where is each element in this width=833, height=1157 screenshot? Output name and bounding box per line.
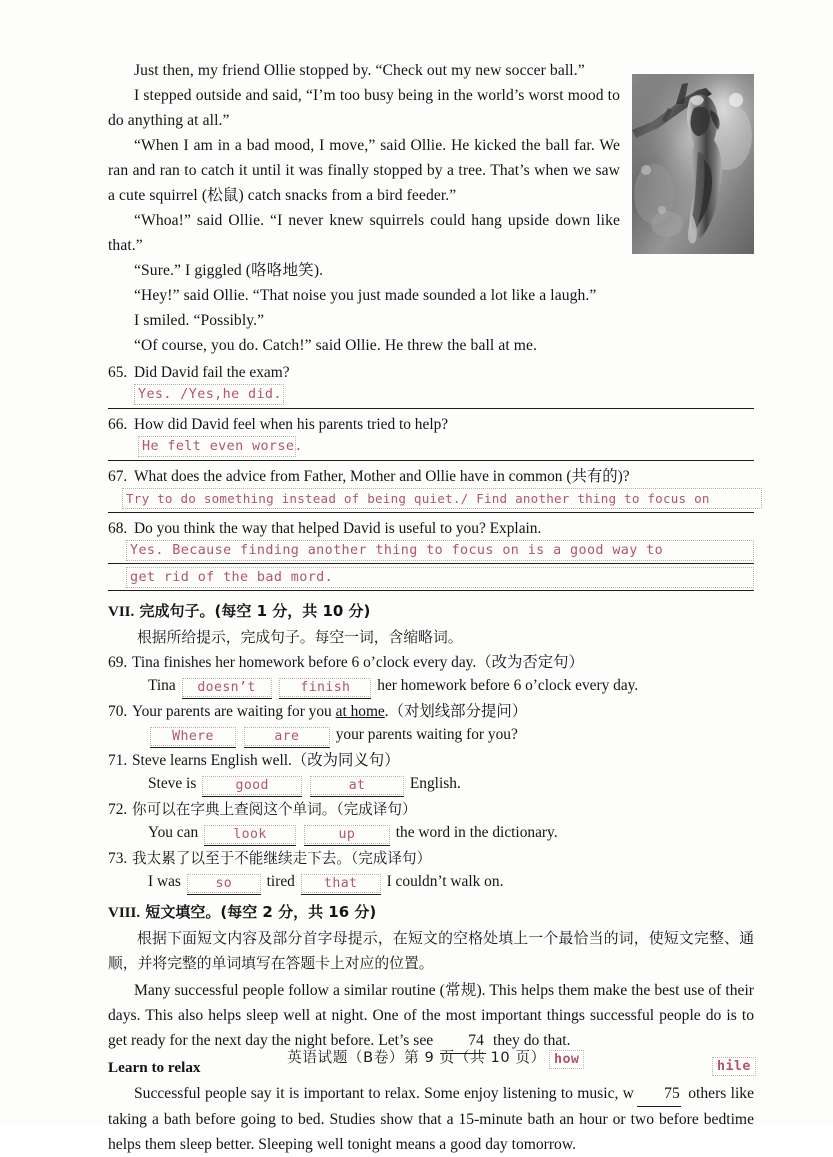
section-vii-instruction: 根据所给提示，完成句子。每空一词，含缩略词。 [137,629,463,646]
answer-row-66[interactable] [108,436,754,462]
answer-text: get rid of the bad mord. [130,570,334,585]
blank-input[interactable] [202,772,302,797]
answer-rule [108,408,754,409]
blank-input[interactable] [310,772,404,797]
passage-paragraph: I stepped outside and said, “I’m too busy being in the world’s worst mood to do anything at all.” [108,87,620,129]
blank-answer: look [233,826,267,842]
question-72-answer-line [108,821,754,846]
cloze-blank-74[interactable]: 74 [440,1028,486,1054]
cloze-paragraph-2 [108,1081,754,1157]
answer-rule [108,512,754,513]
blank-input[interactable] [304,821,390,846]
question-71-prompt [108,750,754,772]
answer-row-68b[interactable] [108,565,754,591]
section-title: 短文填空。(每空 2 分，共 16 分) [145,903,377,921]
question-text: How did David feel when his parents tried to help? [134,416,449,433]
section-viii-instruction: 根据下面短文内容及部分首字母提示，在短文的空格处填上一个最恰当的词，使短文完整、通顺，并将完整的单词填写在答题卡上对应的位置。 [108,930,754,972]
answer-74: how [549,1050,584,1069]
question-72-prompt [108,799,754,821]
blank-input[interactable] [279,674,371,699]
answer-row-67[interactable] [108,488,754,514]
question-number: 73. [108,850,128,867]
answer-text: He felt even worse. [142,439,303,454]
answer-field[interactable] [126,540,754,561]
blank-input[interactable] [204,821,296,846]
question-73-answer-line [108,870,754,895]
question-text: Did David fail the exam? [134,364,290,381]
passage-paragraph: “When I am in a bad mood, I move,” said Ollie. He kicked the ball far. We ran and ran to catch it until it was finally stopped by a tree. That’s when we saw a cute squirrel (松鼠) catch snacks from a bird feeder.” [108,137,620,204]
blank-answer: good [235,777,269,793]
question-73-prompt [108,848,754,870]
answer-rule [108,590,754,591]
sentence-after: I couldn’t walk on. [386,873,504,890]
question-text: What does the advice from Father, Mother and Ollie have in common (共有的)? [134,468,630,485]
sentence-middle: tired [266,873,295,890]
answer-row-68a[interactable] [108,540,754,565]
sentence-before: Tina [148,677,176,694]
sentence-before: You can [148,824,199,841]
question-70-answer-line [108,723,754,748]
passage-paragraph: “Sure.” I giggled (咯咯地笑). [134,262,324,279]
passage-paragraph: “Whoa!” said Ollie. “I never knew squirrels could hang upside down like that.” [108,212,620,254]
passage-paragraph: “Hey!” said Ollie. “That noise you just made sounded a lot like a laugh.” [134,287,597,304]
underlined-phrase: at home [335,703,385,720]
answer-field[interactable] [138,436,303,457]
question-67 [108,466,754,488]
question-number: 68. [108,520,128,537]
blank-answer: are [274,728,300,744]
section-viii-heading [108,899,754,926]
blank-input[interactable] [244,723,330,748]
blank-input[interactable] [301,870,381,895]
sentence-after: the word in the dictionary. [395,824,558,841]
cloze-text-b: they do that. [493,1032,571,1049]
question-number: 71. [108,752,128,769]
blank-answer: so [215,875,233,891]
page-content [108,58,754,1157]
question-69-prompt [108,652,754,674]
blank-answer: finish [300,679,351,695]
blank-input[interactable] [187,870,261,895]
answer-text: Yes. Because finding another thing to focus on is a good way to [130,543,664,558]
sentence-before: I was [148,873,181,890]
blank-input[interactable] [182,674,272,699]
answer-rule [108,460,754,461]
cloze-paragraph-1 [108,978,754,1054]
blank-answer: that [324,875,358,891]
sentence-before: Steve is [148,775,197,792]
blank-answer: at [348,777,366,793]
section-roman: VIII. [108,905,141,921]
question-number: 67. [108,468,128,485]
answer-text: Try to do something instead of being quiet./ Find another thing to focus on [126,491,710,506]
answer-field[interactable] [122,488,762,509]
question-text-a: Your parents are waiting for you at home.（对划线部分提问） [132,703,528,720]
cloze-text-a: Many successful people follow a similar routine (常规). This helps them make the best use of their days. This also helps sleep well at night. One of the most important things successful people do is to get ready for the next day the night before. Let’s see [108,982,754,1049]
blank-answer: up [338,826,356,842]
answer-text: Yes. /Yes,he did. [138,387,282,402]
section-roman: VII. [108,604,135,620]
question-number: 66. [108,416,128,433]
question-68 [108,518,754,540]
blank-answer: Where [172,728,214,744]
question-65 [108,362,754,384]
answer-row-65[interactable] [108,384,754,410]
squirrel-photo-container [632,74,754,254]
question-number: 70. [108,703,128,720]
cloze-text-b: others like taking a bath before going to bed. Studies show that a 15-minute bath an hour or two before bedtime helps them sleep better. Sleeping well tonight means a good day tomorrow. [108,1085,755,1153]
question-text: Do you think the way that helped David is useful to you? Explain. [134,520,542,537]
answer-75: hile [712,1057,756,1076]
question-text: Tina finishes her homework before 6 o’clock every day.（改为否定句） [132,654,584,671]
cloze-blank-75[interactable]: 75 [637,1081,681,1107]
question-text: 我太累了以至于不能继续走下去。（完成译句） [132,850,432,867]
cloze-subheading: Learn to relax [108,1059,201,1076]
question-number: 65. [108,364,128,381]
question-text: 你可以在字典上查阅这个单词。（完成译句） [132,801,417,818]
page-footer: 英语试题（B卷）第 9 页（共 10 页） [287,1049,546,1066]
question-70-prompt [108,701,754,723]
passage-paragraph: “Of course, you do. Catch!” said Ollie. He threw the ball at me. [134,337,538,354]
section-vii-heading [108,598,754,625]
blank-answer: doesn’t [197,679,256,695]
question-number: 69. [108,654,128,671]
question-text: Steve learns English well.（改为同义句） [132,752,400,769]
sentence-after: her homework before 6 o’clock every day. [377,677,639,694]
question-number: 72. [108,801,128,818]
question-71-answer-line [108,772,754,797]
squirrel-photo [632,74,754,254]
passage-paragraph: Just then, my friend Ollie stopped by. “Check out my new soccer ball.” [134,62,585,79]
sentence-after: your parents waiting for you? [335,726,518,743]
question-66 [108,414,754,436]
section-title: 完成句子。(每空 1 分，共 10 分) [139,602,371,620]
sentence-after: English. [409,775,461,792]
blank-input[interactable] [150,723,236,748]
answer-rule [108,563,754,564]
answer-field[interactable] [134,384,284,405]
passage-paragraph: I smiled. “Possibly.” [134,312,265,329]
cloze-text-a: Successful people say it is important to relax. Some enjoy listening to music, w [134,1085,634,1102]
answer-field[interactable] [126,567,754,588]
question-69-answer-line [108,674,754,699]
